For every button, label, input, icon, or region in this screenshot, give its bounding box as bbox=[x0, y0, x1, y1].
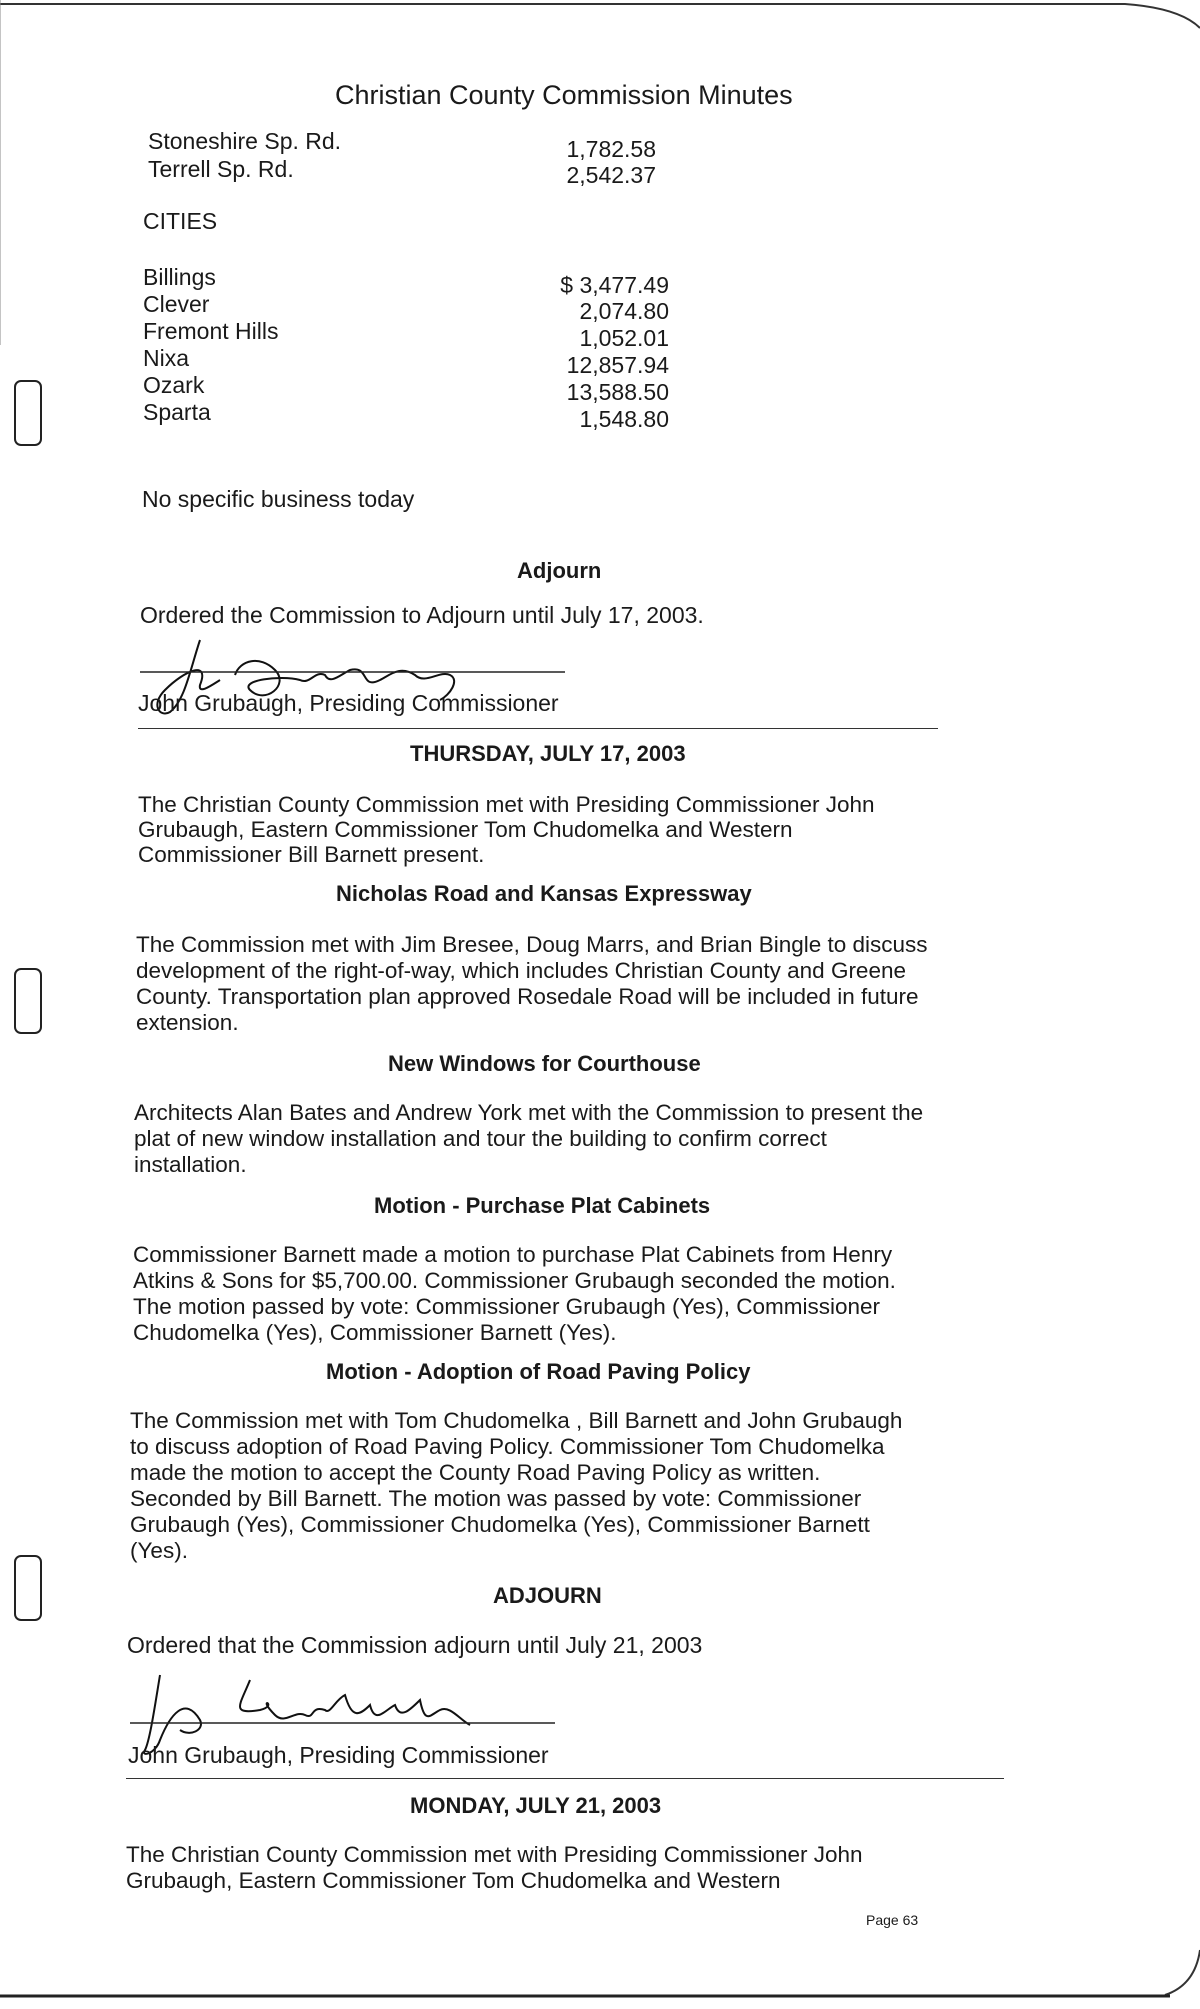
section-divider bbox=[138, 728, 938, 729]
intro-line: The Christian County Commission met with Presiding Commissioner John bbox=[138, 792, 875, 817]
intro-line: The Christian County Commission met with Presiding Commissioner John bbox=[126, 1842, 863, 1867]
day-heading: MONDAY, JULY 21, 2003 bbox=[410, 1793, 662, 1818]
section-heading: Motion - Purchase Plat Cabinets bbox=[374, 1193, 711, 1218]
adjourn-heading: ADJOURN bbox=[493, 1583, 602, 1608]
road-amount: 2,542.37 bbox=[566, 162, 656, 188]
paragraph-line: installation. bbox=[134, 1152, 247, 1177]
city-name: Billings bbox=[143, 264, 216, 290]
paragraph-line: development of the right-of-way, which includes Christian County and Greene bbox=[136, 958, 906, 983]
binder-hole bbox=[14, 1555, 42, 1621]
city-amount: 2,074.80 bbox=[579, 298, 669, 324]
section-heading: Motion - Adoption of Road Paving Policy bbox=[326, 1359, 751, 1384]
city-amount: 12,857.94 bbox=[566, 352, 669, 378]
city-name: Nixa bbox=[143, 345, 190, 371]
city-name: Ozark bbox=[143, 372, 205, 398]
binder-hole bbox=[14, 380, 42, 446]
city-amount: $ 3,477.49 bbox=[560, 272, 669, 298]
paragraph-line: Architects Alan Bates and Andrew York met with the Commission to present the bbox=[134, 1100, 924, 1125]
signer-name: John Grubaugh, Presiding Commissioner bbox=[138, 690, 559, 716]
city-name: Clever bbox=[143, 291, 210, 317]
road-amount: 1,782.58 bbox=[566, 136, 656, 162]
city-name: Fremont Hills bbox=[143, 318, 279, 344]
paragraph-line: Atkins & Sons for $5,700.00. Commissioner Grubaugh seconded the motion. bbox=[133, 1268, 896, 1293]
no-business-text: No specific business today bbox=[142, 486, 415, 512]
paragraph-line: The Commission met with Jim Bresee, Doug Marrs, and Brian Bingle to discuss bbox=[136, 932, 928, 957]
day-heading: THURSDAY, JULY 17, 2003 bbox=[410, 741, 686, 766]
paragraph-line: Seconded by Bill Barnett. The motion was passed by vote: Commissioner bbox=[130, 1486, 862, 1511]
signer-name: John Grubaugh, Presiding Commissioner bbox=[128, 1742, 549, 1768]
paragraph-line: made the motion to accept the County Road Paving Policy as written. bbox=[130, 1460, 821, 1485]
cities-label: CITIES bbox=[143, 208, 218, 234]
road-name: Stoneshire Sp. Rd. bbox=[148, 128, 342, 154]
paragraph-line: (Yes). bbox=[130, 1538, 188, 1563]
binder-hole bbox=[14, 968, 42, 1034]
section-divider bbox=[126, 1778, 1004, 1779]
road-name: Terrell Sp. Rd. bbox=[148, 156, 294, 182]
intro-line: Grubaugh, Eastern Commissioner Tom Chudomelka and Western bbox=[138, 817, 793, 842]
adjourn-text: Ordered that the Commission adjourn until July 21, 2003 bbox=[127, 1632, 703, 1658]
city-amount: 1,052.01 bbox=[579, 325, 669, 351]
paragraph-line: The Commission met with Tom Chudomelka , Bill Barnett and John Grubaugh bbox=[130, 1408, 903, 1433]
paragraph-line: Commissioner Barnett made a motion to purchase Plat Cabinets from Henry bbox=[133, 1242, 893, 1267]
city-amount: 1,548.80 bbox=[579, 406, 669, 432]
page-title: Christian County Commission Minutes bbox=[335, 80, 793, 110]
paragraph-line: to discuss adoption of Road Paving Policy. Commissioner Tom Chudomelka bbox=[130, 1434, 885, 1459]
section-heading: Nicholas Road and Kansas Expressway bbox=[336, 881, 752, 906]
section-heading: New Windows for Courthouse bbox=[388, 1051, 701, 1076]
city-name: Sparta bbox=[143, 399, 211, 425]
intro-line: Commissioner Bill Barnett present. bbox=[138, 842, 485, 867]
adjourn-text: Ordered the Commission to Adjourn until July 17, 2003. bbox=[140, 602, 704, 628]
page-number: Page 63 bbox=[866, 1912, 919, 1928]
city-amount: 13,588.50 bbox=[566, 379, 669, 405]
paragraph-line: The motion passed by vote: Commissioner Grubaugh (Yes), Commissioner bbox=[133, 1294, 880, 1319]
intro-line: Grubaugh, Eastern Commissioner Tom Chudomelka and Western bbox=[126, 1868, 781, 1893]
paragraph-line: Chudomelka (Yes), Commissioner Barnett (Yes). bbox=[133, 1320, 617, 1345]
paragraph-line: County. Transportation plan approved Rosedale Road will be included in future bbox=[136, 984, 919, 1009]
paragraph-line: Grubaugh (Yes), Commissioner Chudomelka (Yes), Commissioner Barnett bbox=[130, 1512, 870, 1537]
paragraph-line: plat of new window installation and tour the building to confirm correct bbox=[134, 1126, 827, 1151]
adjourn-heading: Adjourn bbox=[517, 558, 602, 583]
paragraph-line: extension. bbox=[136, 1010, 239, 1035]
